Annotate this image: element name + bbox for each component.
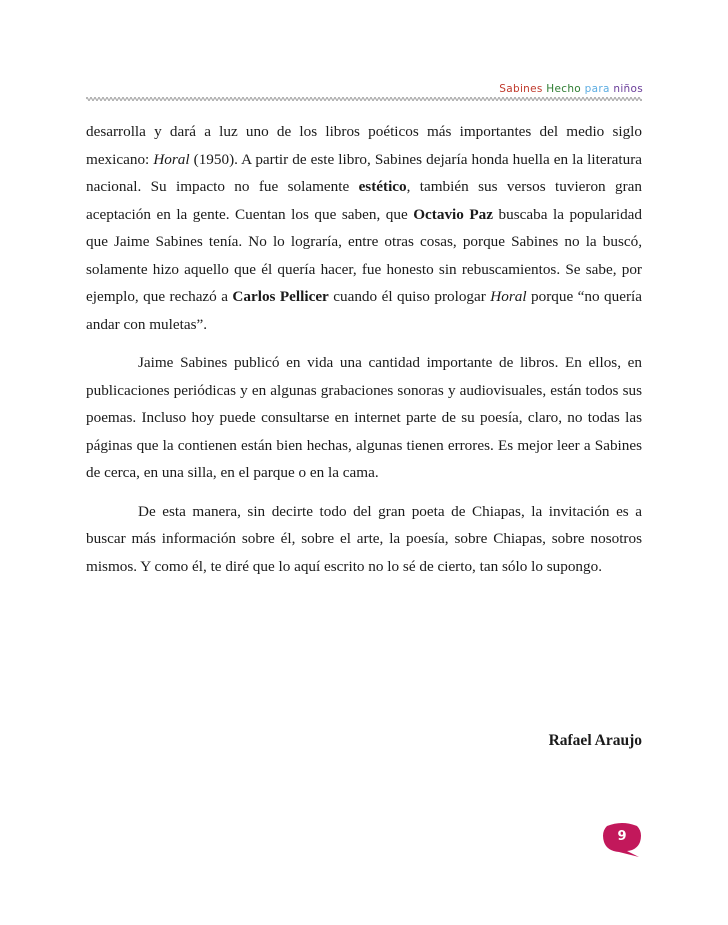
page-number-badge <box>601 822 643 858</box>
header-word-1: Sabines <box>499 83 543 95</box>
p1-text-c: (1950). A partir de este libro, Sabines dejaría honda huella en la literatura nacional. Su impacto no fue solamente <box>86 150 642 195</box>
page-number: 9 <box>617 829 627 844</box>
p1-text-i: cuando él quiso prologar <box>328 288 491 305</box>
running-header <box>499 83 643 95</box>
paragraph-2: Jaime Sabines publicó en vida una cantidad importante de libros. En ellos, en publicaciones periódicas y en algunas grabaciones sonoras y audiovisuales, están todos sus poemas. Incluso hoy puede consultarse en internet parte de su poesía, claro, no todas las páginas que la contienen están bien hechas, algunas tienen errores. Es mejor leer a Sabines de cerca, en una silla, en el parque o en la cama. <box>86 354 642 481</box>
body-text <box>86 118 642 591</box>
p1-text-a: desarrolla y dará a luz uno de los libros poéticos más importantes del medio siglo mexicano: <box>86 123 642 168</box>
header-word-2: Hecho <box>542 83 582 95</box>
name-carlos-pellicer: Carlos Pellicer <box>232 288 329 305</box>
header-word-4: niños <box>609 83 643 95</box>
author-signature: Rafael Araujo <box>548 732 642 749</box>
p1-text-k: porque “no quería andar con muletas”. <box>86 288 642 333</box>
header-word-3: para <box>581 83 610 95</box>
paragraph-1 <box>86 118 642 338</box>
book-title-horal: Horal <box>153 150 190 168</box>
p1-text-g: buscaba la popularidad que Jaime Sabines tenía. No lo lograría, entre otras cosas, porque Sabines no la buscó, solamente hizo aquello que él quería hacer, fue honesto sin rebuscamientos. Se sabe, por ejemplo, que rechazó a <box>86 205 642 305</box>
paragraph-3: De esta manera, sin decirte todo del gran poeta de Chiapas, la invitación es a buscar más información sobre él, sobre el arte, la poesía, sobre Chiapas, sobre nosotros mismos. Y como él, te diré que lo aquí escrito no lo sé de cierto, tan sólo lo supongo. <box>86 502 642 575</box>
p1-text-e: , también sus versos tuvieron gran aceptación en la gente. Cuentan los que saben, que <box>86 178 642 223</box>
book-title-horal-2: Horal <box>490 288 527 305</box>
name-octavio-paz: Octavio Paz <box>413 205 493 223</box>
emphasis-estetico: estético <box>358 178 407 195</box>
header-wavy-rule <box>86 96 642 102</box>
